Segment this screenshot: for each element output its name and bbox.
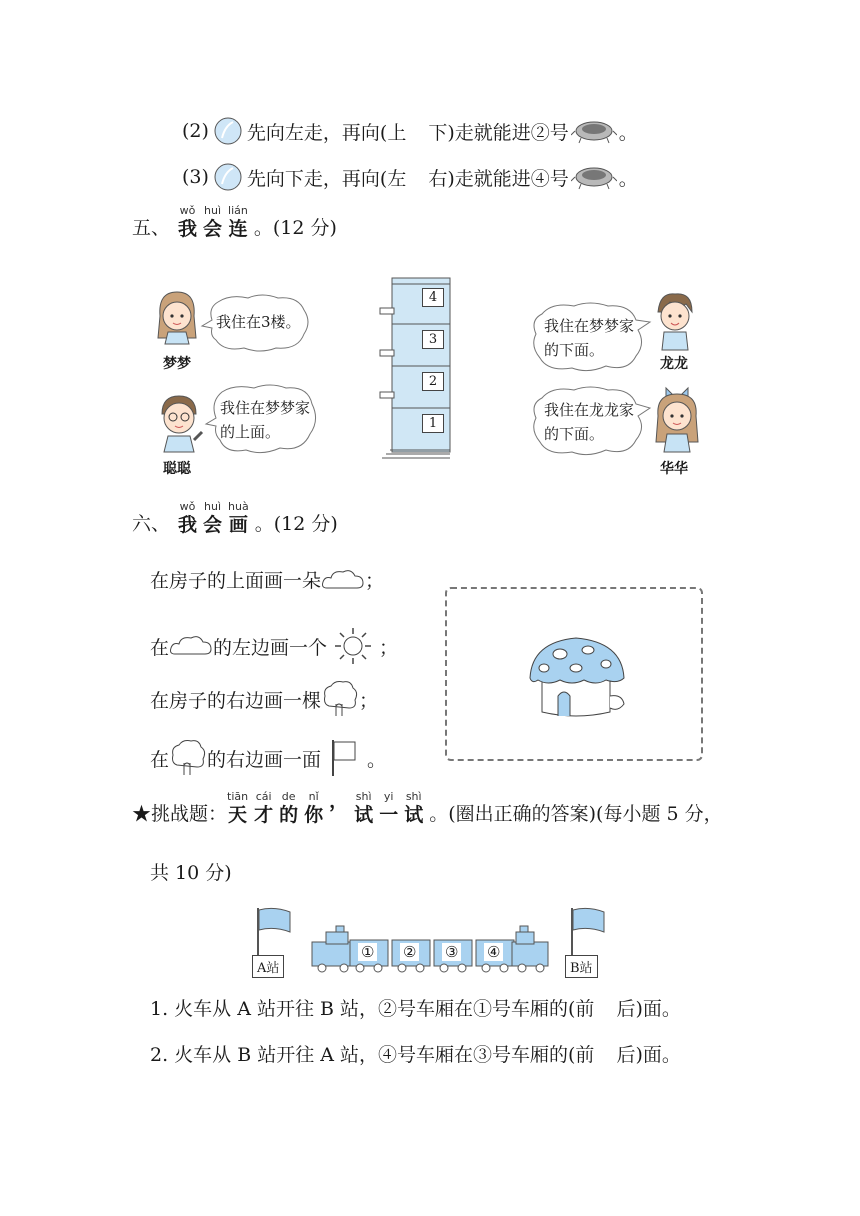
q4-line-2: (2) 先向左走，再向(上 下)走就能进②号 。 [182,116,638,146]
ball-icon [211,116,245,146]
challenge-heading: ★挑战题： tiān 天 cái 才 de 的 nǐ 你 ， shì 试 yi 一 shì 试 。(圈出正确的答案)(每小题 5 分， [132,790,723,826]
floor-1: 1 [422,414,444,433]
q6-heading: 六、 wǒ 我 huì 会 huà 画 。(12 分) [132,500,338,536]
tree-icon [321,680,359,718]
q5-heading: 五、 wǒ 我 huì 会 lián 连 。(12 分) [132,204,337,240]
tree-icon [169,739,207,777]
car-2-label: ② [400,943,419,961]
floor-3: 3 [422,330,444,349]
name-longlong: 龙龙 [660,356,688,372]
hole-icon [571,117,617,145]
longlong-figure [650,290,700,352]
q5-title: wǒ 我 huì 会 lián 连 [178,204,248,240]
q6-line-1: 在房子的上面画一朵 ； [150,566,384,593]
hole-icon [571,163,617,191]
station-b-label: B站 [565,955,598,978]
flag-icon [329,738,359,778]
mengmeng-figure [152,288,202,348]
name-huahua: 华华 [660,461,688,477]
bubble-text-congcong: 我住在梦梦家的上面。 [220,399,311,441]
name-congcong: 聪聪 [163,461,191,477]
floor-4: 4 [422,288,444,307]
car-1-label: ① [358,943,377,961]
q6-line-3: 在房子的右边画一棵 ； [150,680,378,718]
car-3-label: ③ [442,943,461,961]
congcong-figure [152,392,206,454]
challenge-q2: 2. 火车从 B 站开往 A 站，④号车厢在③号车厢的(前 后)面。 [150,1044,681,1066]
cloud-icon [321,568,365,592]
bubble-text-huahua: 我住在龙龙家的下面。 [544,401,635,443]
q4-line-3: (3) 先向下走，再向(左 右)走就能进④号 。 [182,162,638,192]
cloud-icon [169,634,213,658]
sun-icon [333,626,373,666]
challenge-heading-cont: 共 10 分) [150,862,232,884]
bubble-text-mengmeng: 我住在3楼。 [216,313,301,331]
car-4-label: ④ [484,943,503,961]
q6-line-4: 在 的右边画一面 。 [150,738,386,778]
huahua-figure [650,386,704,454]
q6-title: wǒ 我 huì 会 huà 画 [178,500,249,536]
floor-2: 2 [422,372,444,391]
station-a-label: A站 [252,955,284,978]
ball-icon [211,162,245,192]
challenge-title: tiān 天 cái 才 de 的 nǐ 你 ， shì 试 yi 一 shì 试 [227,790,424,826]
name-mengmeng: 梦梦 [163,356,191,372]
challenge-q1: 1. 火车从 A 站开往 B 站，②号车厢在①号车厢的(前 后)面。 [150,998,681,1020]
mushroom-house [526,632,630,720]
q6-line-2: 在 的左边画一个 ； [150,626,398,666]
bubble-text-longlong: 我住在梦梦家的下面。 [544,317,635,359]
